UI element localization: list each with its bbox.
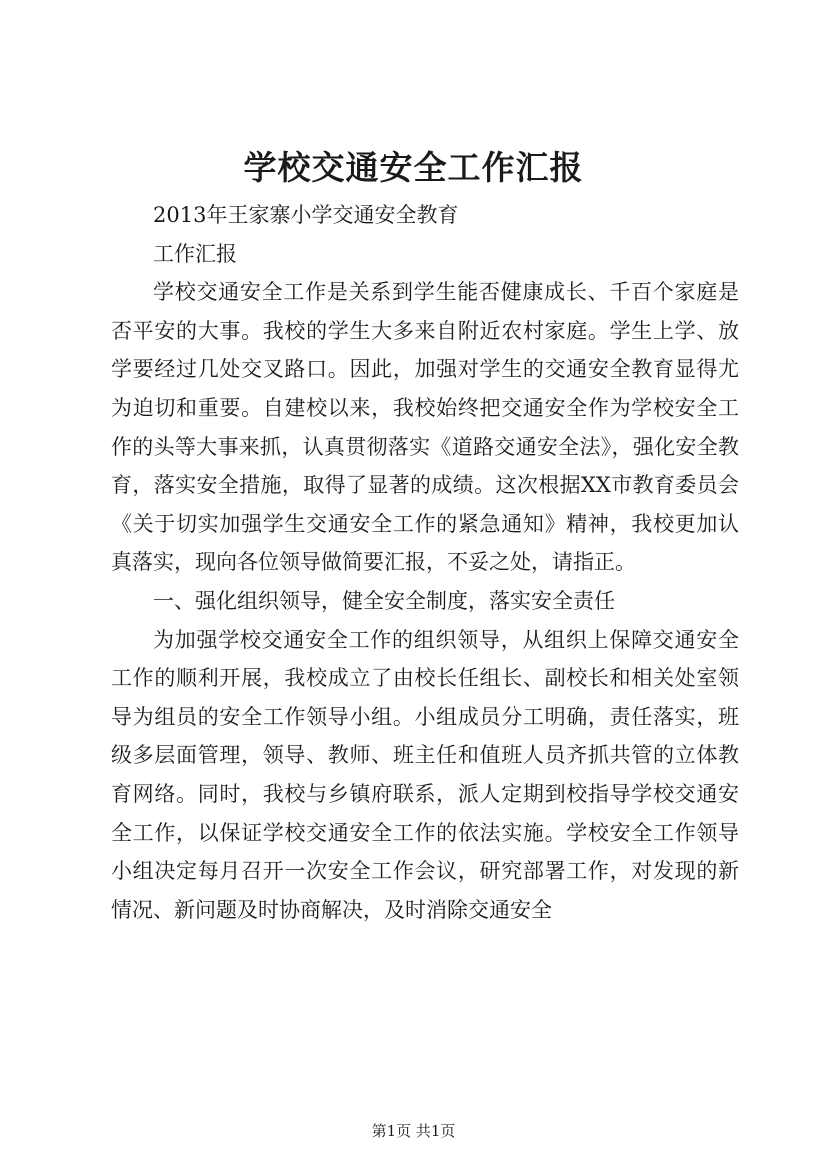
section-heading: 一、强化组织领导，健全安全制度，落实安全责任 <box>153 588 615 613</box>
document-body <box>111 196 739 929</box>
subtitle-line: 2013年王家寨小学交通安全教育 <box>153 203 459 227</box>
body-paragraph: 为加强学校交通安全工作的组织领导，从组织上保障交通安全工作的顺利开展，我校成立了由校长任组长、副校长和相关处室领导为组员的安全工作领导小组。小组成员分工明确，责任落实，班级多层面管理，领导、教师、班主任和值班人员齐抓共管的立体教育网络。同时，我校与乡镇府联系，派人定期到校指导学校交通安全工作，以保证学校交通安全工作的依法实施。学校安全工作领导小组决定每月召开一次安全工作会议，研究部署工作，对发现的新情况、新问题及时协商解决，及时消除交通安全 <box>111 627 739 922</box>
document-title: 学校交通安全工作汇报 <box>243 148 584 187</box>
page-footer: 第1页 共1页 <box>371 1122 456 1140</box>
subtitle-line: 工作汇报 <box>153 241 237 266</box>
body-paragraph: 学校交通安全工作是关系到学生能否健康成长、千百个家庭是否平安的大事。我校的学生大多来自附近农村家庭。学生上学、放学要经过几处交叉路口。因此，加强对学生的交通安全教育显得尤为迫切和重要。自建校以来，我校始终把交通安全作为学校安全工作的头等大事来抓，认真贯彻落实《道路交通安全法》，强化安全教育，落实安全措施，取得了显著的成绩。这次根据XX市教育委员会《关于切实加强学生交通安全工作的紧急通知》精神，我校更加认真落实，现向各位领导做简要汇报，不妥之处，请指正。 <box>111 280 739 575</box>
